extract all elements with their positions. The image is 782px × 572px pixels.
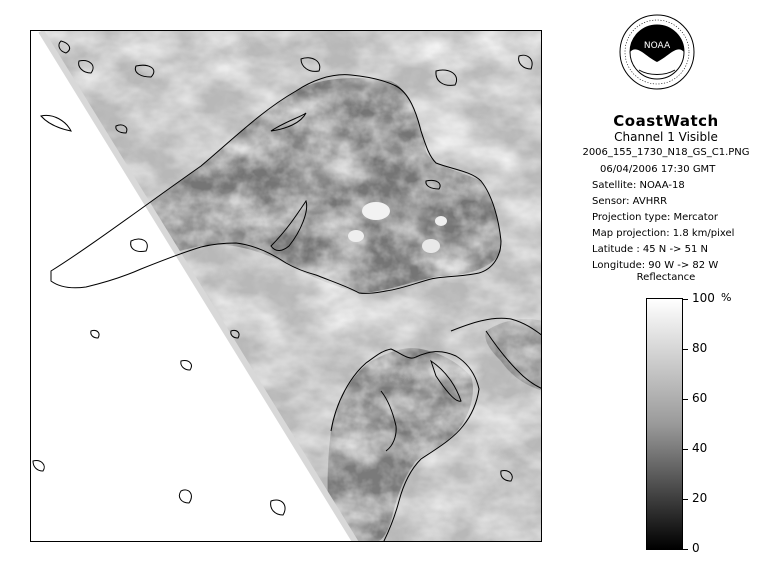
colorbar-tick-label: 20 xyxy=(692,491,708,505)
legend-unit: % xyxy=(721,291,732,304)
longitude-text: Longitude: 90 W -> 82 W xyxy=(592,260,719,271)
app-title: CoastWatch xyxy=(613,112,719,130)
colorbar-tick-label: 100 xyxy=(692,291,715,305)
channel-subtitle: Channel 1 Visible xyxy=(614,130,718,144)
cloud-patch xyxy=(348,230,364,242)
colorbar-tick xyxy=(683,499,688,500)
colorbar-tick xyxy=(683,349,688,350)
cloud-patch xyxy=(362,202,390,220)
satellite-image-map[interactable] xyxy=(30,30,542,542)
map-svg xyxy=(31,31,542,542)
colorbar-tick xyxy=(683,449,688,450)
colorbar-tick xyxy=(683,549,688,550)
latitude-text: Latitude : 45 N -> 51 N xyxy=(592,244,708,255)
cloud-patch xyxy=(435,216,447,226)
colorbar-tick xyxy=(683,399,688,400)
map-projection-text: Map projection: 1.8 km/pixel xyxy=(592,228,735,239)
satellite-text: Satellite: NOAA-18 xyxy=(592,180,685,191)
projection-type-text: Projection type: Mercator xyxy=(592,212,718,223)
image-filename: 2006_155_1730_N18_GS_C1.PNG xyxy=(582,147,750,158)
colorbar-tick-label: 0 xyxy=(692,541,700,555)
datetime-text: 06/04/2006 17:30 GMT xyxy=(600,164,716,175)
colorbar-tick-label: 60 xyxy=(692,391,708,405)
noaa-logo xyxy=(619,14,695,90)
reflectance-colorbar xyxy=(646,298,683,550)
noaa-logo-text: NOAA xyxy=(643,41,671,51)
legend-title: Reflectance xyxy=(636,272,696,283)
colorbar-tick-label: 40 xyxy=(692,441,708,455)
colorbar-tick-label: 80 xyxy=(692,341,708,355)
sensor-text: Sensor: AVHRR xyxy=(592,196,668,207)
colorbar-tick xyxy=(683,299,688,300)
cloud-patch xyxy=(422,239,440,253)
